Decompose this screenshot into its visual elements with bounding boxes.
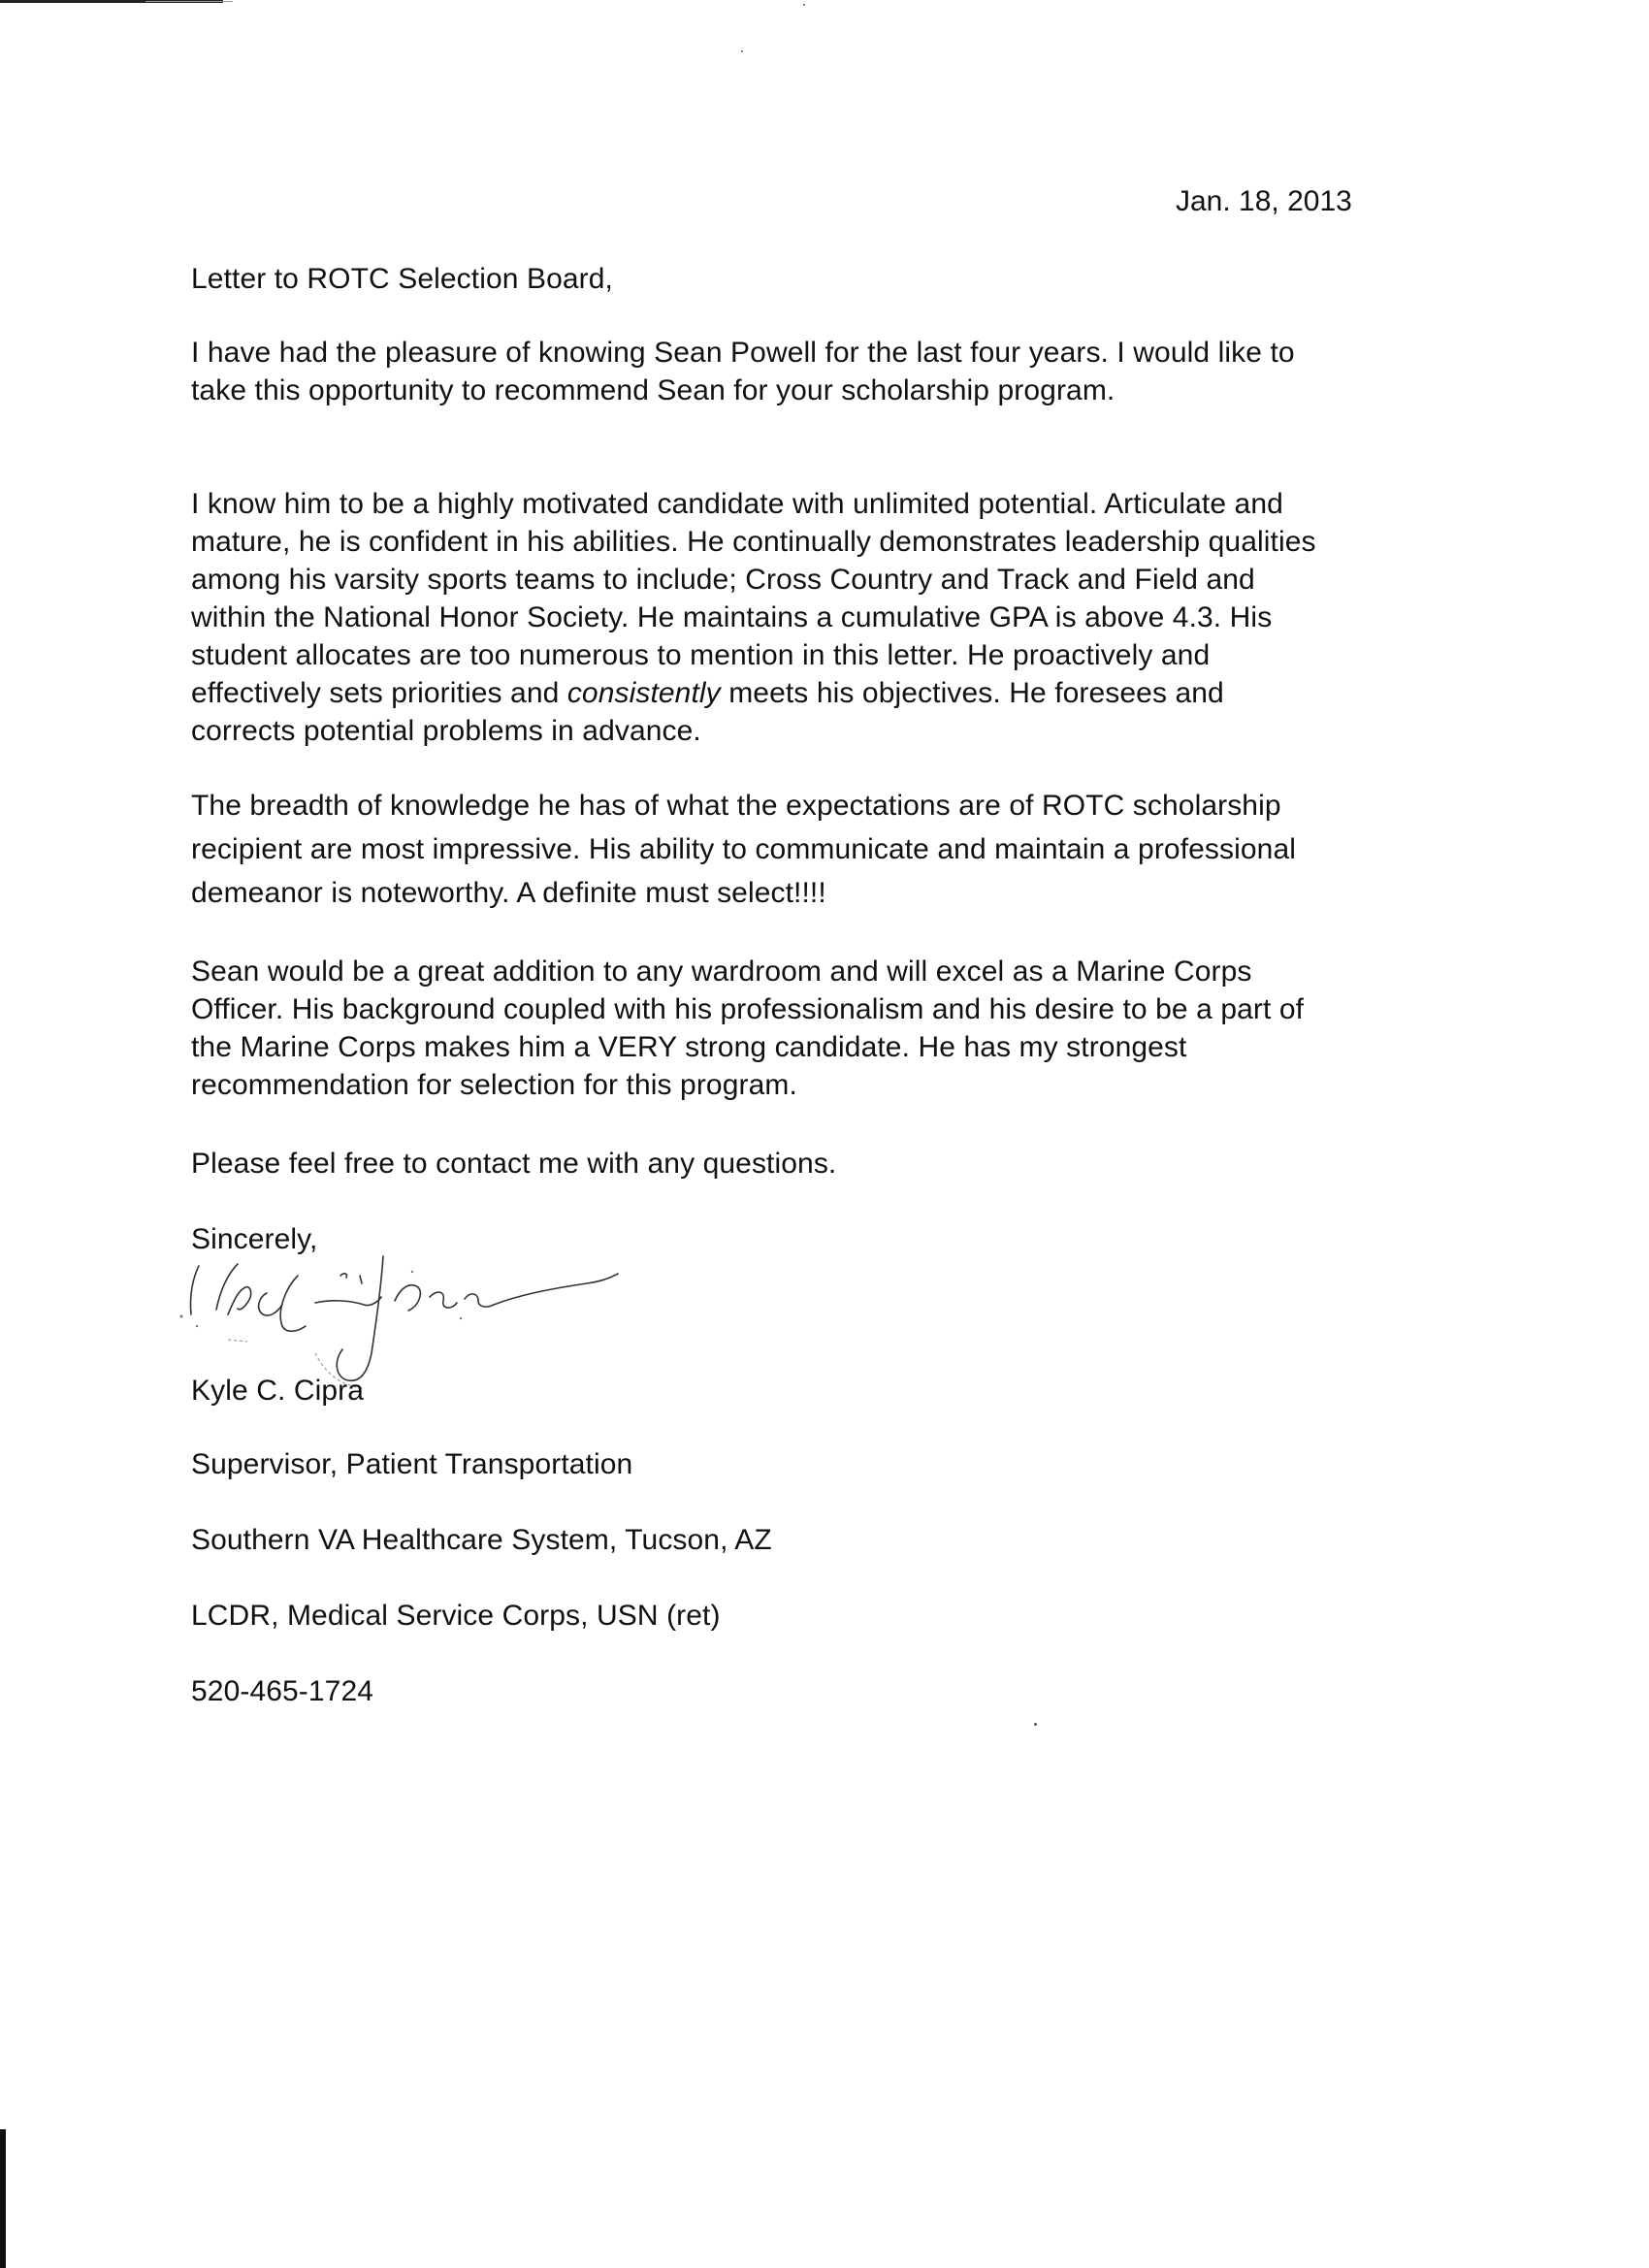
signer-title: Supervisor, Patient Transportation	[191, 1448, 633, 1480]
emphasized-word: consistently	[566, 677, 721, 709]
salutation: Letter to ROTC Selection Board,	[191, 263, 613, 295]
scan-speck	[741, 50, 743, 52]
paragraph-recommendation	[191, 953, 1304, 1104]
signer-name: Kyle C. Cipra	[191, 1375, 365, 1407]
scan-speck	[1034, 1723, 1037, 1726]
paragraph-contact: Please feel free to contact me with any questions.	[191, 1148, 837, 1180]
paragraph-line: the Marine Corps makes him a VERY strong candidate. He has my strongest	[191, 1031, 1187, 1063]
paragraph-line: student allocates are too numerous to mention in this letter. He proactively and	[191, 639, 1211, 671]
text-run: meets his objectives. He foresees and	[720, 677, 1224, 709]
paragraph-line: within the National Honor Society. He maintains a cumulative GPA is above 4.3. His	[191, 601, 1273, 633]
scan-edge-bar	[0, 2129, 6, 2268]
paragraph-line: Sean would be a great addition to any wardroom and will excel as a Marine Corps	[191, 956, 1252, 988]
paragraph-line: The breadth of knowledge he has of what the expectations are of ROTC scholarship	[191, 790, 1281, 822]
scan-speck	[803, 4, 805, 6]
paragraph-line	[191, 674, 1316, 712]
paragraph-line: take this opportunity to recommend Sean for your scholarship program.	[191, 374, 1116, 406]
paragraph-qualities	[191, 485, 1316, 750]
paragraph-line: I have had the pleasure of knowing Sean Powell for the last four years. I would like to	[191, 337, 1295, 369]
text-run: effectively sets priorities and	[191, 677, 567, 709]
paragraph-line: Officer. His background coupled with his professionalism and his desire to be a part of	[191, 993, 1305, 1025]
signer-phone: 520-465-1724	[191, 1675, 374, 1707]
paragraph-line: demeanor is noteworthy. A definite must select!!!!	[191, 877, 826, 909]
signer-rank: LCDR, Medical Service Corps, USN (ret)	[191, 1600, 721, 1632]
paragraph-intro	[191, 334, 1295, 409]
paragraph-line: recommendation for selection for this program.	[191, 1069, 797, 1101]
paragraph-line: recipient are most impressive. His ability to communicate and maintain a professional	[191, 833, 1296, 865]
paragraph-line: mature, he is confident in his abilities. He continually demonstrates leadership qualities	[191, 526, 1316, 558]
paragraph-line: among his varsity sports teams to include; Cross Country and Track and Field and	[191, 564, 1255, 596]
scan-edge-line	[146, 1, 233, 2]
closing: Sincerely,	[191, 1223, 318, 1255]
signer-organization: Southern VA Healthcare System, Tucson, AZ	[191, 1524, 772, 1556]
paragraph-line: corrects potential problems in advance.	[191, 715, 701, 747]
paragraph-line: I know him to be a highly motivated candidate with unlimited potential. Articulate and	[191, 488, 1283, 520]
letter-date: Jan. 18, 2013	[1176, 185, 1352, 217]
paragraph-knowledge	[191, 784, 1296, 915]
